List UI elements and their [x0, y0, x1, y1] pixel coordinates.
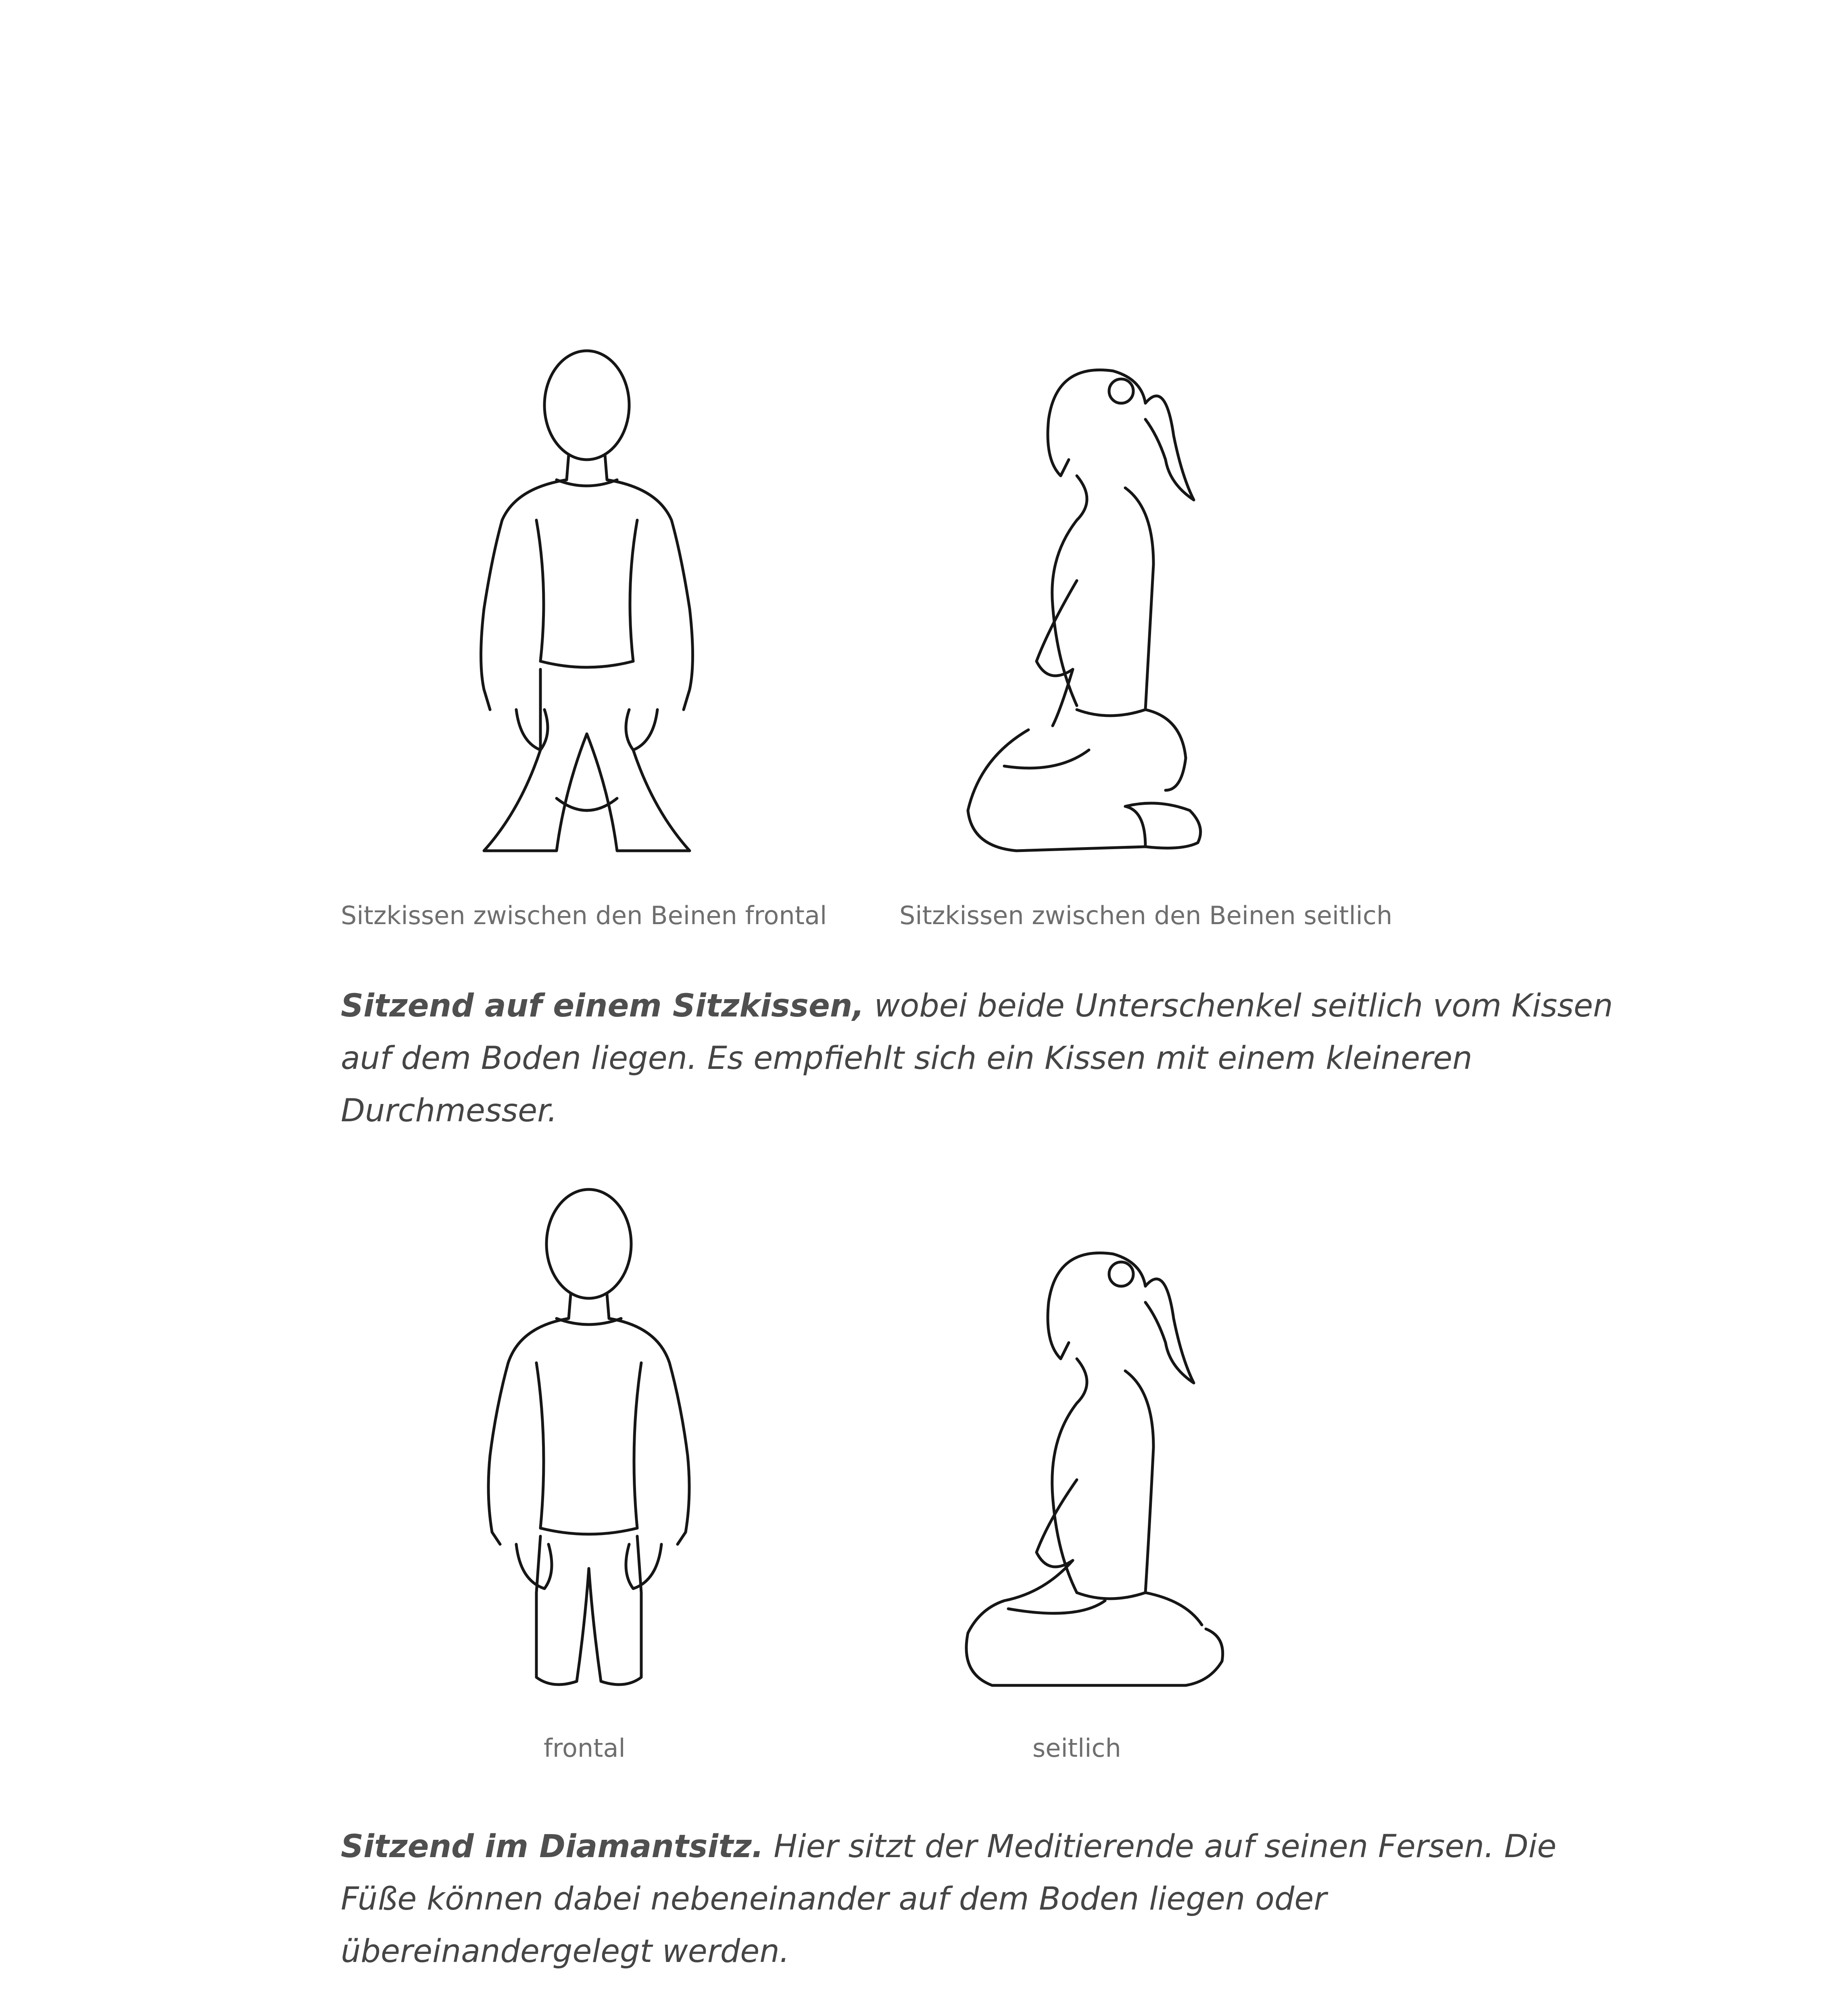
side-cushion-drawing: [956, 355, 1283, 863]
paragraph-sitzkissen: [341, 980, 1631, 1137]
frontal-diamond-drawing: [468, 1181, 710, 1706]
caption-top-right: Sitzkissen zwischen den Beinen seitlich: [899, 901, 1393, 930]
paragraph-sitzkissen-text: wobei beide Unterschenkel seitlich vom Kissen auf dem Boden liegen. Es empfiehlt sich ein Kissen mit einem kleineren Durchmesser.: [341, 988, 1613, 1129]
paragraph-diamantsitz: [341, 1820, 1631, 1978]
side-diamond-drawing: [944, 1238, 1299, 1710]
figure-side-cushion: [956, 355, 1283, 863]
frontal-cushion-drawing: [456, 347, 718, 867]
caption-bottom-left: frontal: [544, 1733, 626, 1763]
paragraph-diamantsitz-text: Hier sitzt der Meditierende auf seinen Fersen. Die Füße können dabei nebeneinander auf dem Boden liegen oder übereinandergelegt werden.: [341, 1829, 1557, 1970]
figure-frontal-diamond: [468, 1181, 710, 1706]
caption-top-left: Sitzkissen zwischen den Beinen frontal: [341, 901, 827, 930]
caption-bottom-right: seitlich: [1032, 1733, 1121, 1763]
figure-frontal-cushion: [456, 347, 718, 867]
paragraph-sitzkissen-bold: Sitzend auf einem Sitzkissen,: [341, 988, 864, 1024]
paragraph-diamantsitz-bold: Sitzend im Diamantsitz.: [341, 1829, 764, 1865]
figure-side-diamond: [944, 1238, 1299, 1710]
